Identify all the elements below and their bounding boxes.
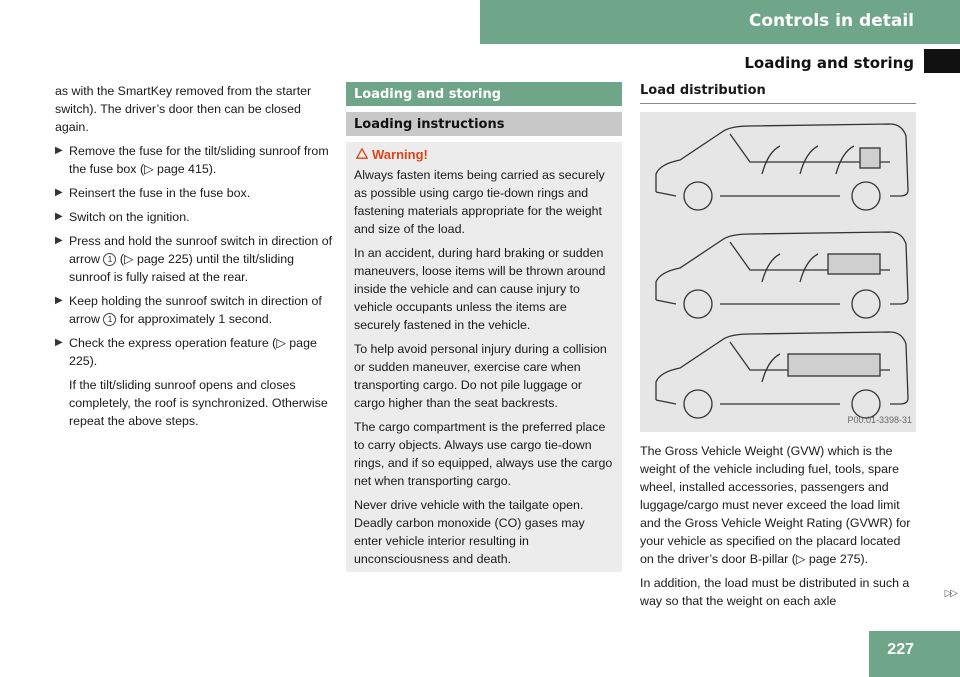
step-item bbox=[55, 232, 335, 286]
continue-arrows-icon: ▷▷ bbox=[944, 588, 956, 599]
step-item bbox=[55, 142, 335, 178]
chapter-header bbox=[480, 0, 960, 44]
load-distribution-figure bbox=[640, 112, 916, 432]
section-header: Loading and storing bbox=[744, 54, 914, 72]
chapter-title: Controls in detail bbox=[748, 11, 914, 31]
step-text: Switch on the ignition. bbox=[69, 210, 190, 224]
step-text: Press and hold the sunroof switch in direction of arrow bbox=[69, 234, 333, 266]
step-text: Remove the fuse for the tilt/sliding sunroof from the fuse box (▷ page 415). bbox=[69, 144, 329, 176]
step-item bbox=[55, 334, 335, 370]
bullet-arrow-icon: ▶ bbox=[55, 235, 63, 246]
page-number-tab bbox=[869, 631, 960, 677]
arrow-number-badge: 1 bbox=[103, 313, 116, 326]
body-paragraph: The Gross Vehicle Weight (GVW) which is the weight of the vehicle including fuel, tools, spare wheel, installed accessories, passengers and luggage/cargo must never exceed the load limit and the Gross Vehicle Weight Rating (GVWR) for your vehicle as specified on the placard located on the driver’s door B-pillar (▷ page 275). bbox=[640, 444, 911, 566]
subsection-title: Loading instructions bbox=[346, 112, 622, 136]
column-right bbox=[640, 82, 916, 616]
column-left bbox=[55, 82, 335, 436]
step-item bbox=[55, 184, 335, 202]
step-item bbox=[55, 292, 335, 328]
result-text: If the tilt/sliding sunroof opens and closes completely, the roof is synchronized. Otherwise repeat the above steps. bbox=[69, 378, 328, 428]
arrow-number-badge: 1 bbox=[103, 253, 116, 266]
warning-heading bbox=[354, 146, 614, 164]
page-number: 227 bbox=[887, 641, 914, 658]
thumb-tab bbox=[924, 49, 960, 73]
step-text: Keep holding the sunroof switch in direction of arrow bbox=[69, 294, 322, 326]
bullet-arrow-icon: ▶ bbox=[55, 187, 63, 198]
bullet-arrow-icon: ▶ bbox=[55, 145, 63, 156]
step-text: Check the express operation feature (▷ page 225). bbox=[69, 336, 317, 368]
section-title: Loading and storing bbox=[346, 82, 622, 106]
intro-text: as with the SmartKey removed from the starter switch). The driver’s door then can be closed again. bbox=[55, 84, 312, 134]
load-distribution-title: Load distribution bbox=[640, 82, 916, 104]
bullet-arrow-icon: ▶ bbox=[55, 211, 63, 222]
warning-paragraph: To help avoid personal injury during a collision or sudden maneuver, exercise care when transporting cargo. Do not pile luggage or cargo higher than the seat backrests. bbox=[354, 342, 607, 410]
warning-paragraph: Always fasten items being carried as securely as possible using cargo tie-down rings and fastening materials appropriate for the weight and size of the load. bbox=[354, 168, 605, 236]
warning-paragraph: Never drive vehicle with the tailgate open. Deadly carbon monoxide (CO) gases may enter vehicle interior resulting in unconsciousness and death. bbox=[354, 498, 585, 566]
warning-triangle-icon bbox=[356, 146, 368, 164]
figure-code: P00.01-3398-31 bbox=[847, 415, 912, 425]
column-middle bbox=[346, 82, 622, 572]
vehicle-loading-illustration bbox=[640, 112, 916, 432]
body-paragraph: In addition, the load must be distributed in such a way so that the weight on each axle bbox=[640, 576, 910, 608]
warning-paragraph: The cargo compartment is the preferred place to carry objects. Always use cargo tie-down rings, and if so equipped, always use the cargo net when transporting cargo. bbox=[354, 420, 613, 488]
step-item bbox=[55, 208, 335, 226]
bullet-arrow-icon: ▶ bbox=[55, 295, 63, 306]
warning-paragraph: In an accident, during hard braking or sudden maneuvers, loose items will be thrown around inside the vehicle and can cause injury to vehicle occupants unless the items are securely fastened in the vehicle. bbox=[354, 246, 606, 332]
step-text: (▷ page 225) until the tilt/sliding sunroof is fully raised at the rear. bbox=[69, 252, 295, 284]
step-text: Reinsert the fuse in the fuse box. bbox=[69, 186, 251, 200]
warning-box bbox=[346, 142, 622, 572]
bullet-arrow-icon: ▶ bbox=[55, 337, 63, 348]
step-text: for approximately 1 second. bbox=[116, 312, 273, 326]
warning-title-text: Warning! bbox=[372, 147, 428, 162]
